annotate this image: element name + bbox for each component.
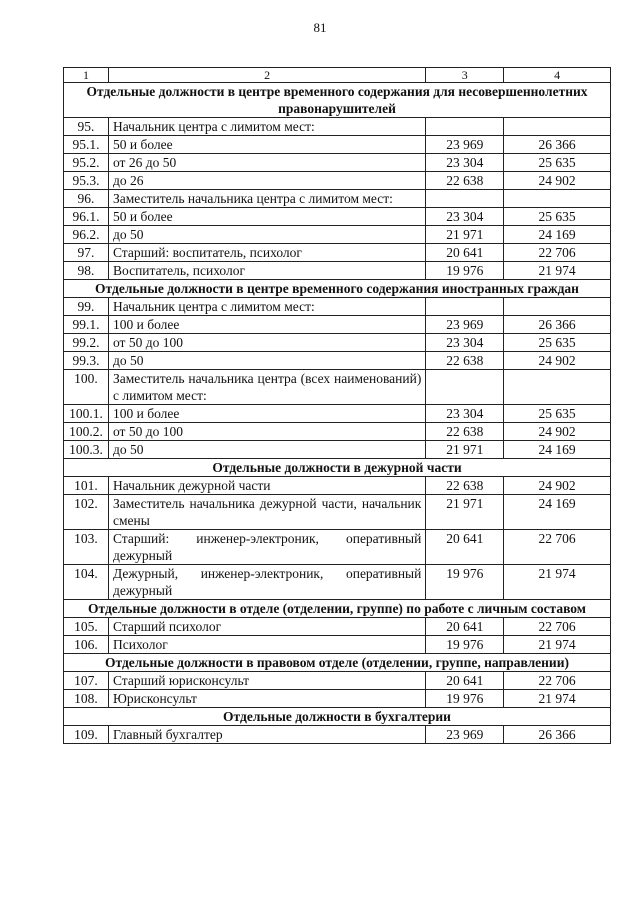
salary-min: 20 641 <box>426 530 504 565</box>
salary-min: 23 969 <box>426 726 504 744</box>
position-name: 100 и более <box>108 405 425 423</box>
row-number: 96.2. <box>64 226 109 244</box>
row-number: 95. <box>64 118 109 136</box>
salary-min: 19 976 <box>426 690 504 708</box>
position-name: Дежурный, инженер-электроник, оперативный дежурный <box>108 565 425 600</box>
salary-max: 22 706 <box>504 244 611 262</box>
salary-min: 19 976 <box>426 262 504 280</box>
salary-max: 24 902 <box>504 477 611 495</box>
table-row <box>64 226 611 244</box>
section-header-row <box>64 708 611 726</box>
position-name: Заместитель начальника центра (всех наименований) с лимитом мест: <box>108 370 425 405</box>
position-name: Старший: воспитатель, психолог <box>108 244 425 262</box>
row-number: 95.1. <box>64 136 109 154</box>
salary-min: 22 638 <box>426 352 504 370</box>
salary-min: 21 971 <box>426 226 504 244</box>
section-header-row <box>64 654 611 672</box>
table-row <box>64 262 611 280</box>
position-name: 50 и более <box>108 136 425 154</box>
salary-min: 23 304 <box>426 154 504 172</box>
salary-max: 24 169 <box>504 441 611 459</box>
table-row <box>64 672 611 690</box>
row-number: 96. <box>64 190 109 208</box>
row-number: 101. <box>64 477 109 495</box>
position-name: до 26 <box>108 172 425 190</box>
salary-max: 26 366 <box>504 136 611 154</box>
salary-max: 25 635 <box>504 334 611 352</box>
salary-max <box>504 298 611 316</box>
table-row <box>64 495 611 530</box>
salary-min: 22 638 <box>426 477 504 495</box>
table-row <box>64 441 611 459</box>
table-row <box>64 423 611 441</box>
row-number: 109. <box>64 726 109 744</box>
row-number: 98. <box>64 262 109 280</box>
salary-max: 21 974 <box>504 690 611 708</box>
position-name: Начальник центра с лимитом мест: <box>108 298 425 316</box>
salary-max: 26 366 <box>504 316 611 334</box>
table-row <box>64 477 611 495</box>
row-number: 99. <box>64 298 109 316</box>
table-row <box>64 190 611 208</box>
section-title: Отдельные должности в дежурной части <box>64 459 611 477</box>
section-title: Отдельные должности в отделе (отделении, группе) по работе с личным составом <box>64 600 611 618</box>
salary-max: 24 169 <box>504 495 611 530</box>
salary-min: 23 304 <box>426 405 504 423</box>
row-number: 96.1. <box>64 208 109 226</box>
position-name: Начальник дежурной части <box>108 477 425 495</box>
position-name: 50 и более <box>108 208 425 226</box>
salary-min <box>426 118 504 136</box>
salary-max: 21 974 <box>504 262 611 280</box>
salary-min: 23 304 <box>426 334 504 352</box>
salary-max: 22 706 <box>504 530 611 565</box>
column-number: 4 <box>504 68 611 83</box>
salary-min: 23 969 <box>426 136 504 154</box>
position-name: 100 и более <box>108 316 425 334</box>
table-row <box>64 726 611 744</box>
position-name: Заместитель начальника центра с лимитом мест: <box>108 190 425 208</box>
column-number: 1 <box>64 68 109 83</box>
table-row <box>64 565 611 600</box>
column-number-row <box>64 68 611 83</box>
position-name: Психолог <box>108 636 425 654</box>
section-header-row <box>64 459 611 477</box>
section-header-row <box>64 280 611 298</box>
section-title: Отдельные должности в центре временного содержания для несовершеннолетних правонарушителей <box>64 83 611 118</box>
salary-min: 20 641 <box>426 672 504 690</box>
table-row <box>64 244 611 262</box>
position-name: Старший: инженер-электроник, оперативный дежурный <box>108 530 425 565</box>
salary-min: 20 641 <box>426 244 504 262</box>
position-name: до 50 <box>108 441 425 459</box>
row-number: 95.2. <box>64 154 109 172</box>
position-name: Воспитатель, психолог <box>108 262 425 280</box>
row-number: 97. <box>64 244 109 262</box>
row-number: 95.3. <box>64 172 109 190</box>
salary-min <box>426 370 504 405</box>
salary-max: 21 974 <box>504 636 611 654</box>
table-row <box>64 118 611 136</box>
column-number: 2 <box>108 68 425 83</box>
section-header-row <box>64 83 611 118</box>
table-body <box>64 68 611 744</box>
column-number: 3 <box>426 68 504 83</box>
table-row <box>64 352 611 370</box>
table-row <box>64 530 611 565</box>
row-number: 100.1. <box>64 405 109 423</box>
salary-min: 21 971 <box>426 495 504 530</box>
salary-max: 21 974 <box>504 565 611 600</box>
salary-max: 24 169 <box>504 226 611 244</box>
table-row <box>64 690 611 708</box>
position-name: Начальник центра с лимитом мест: <box>108 118 425 136</box>
salary-max: 26 366 <box>504 726 611 744</box>
row-number: 100. <box>64 370 109 405</box>
salary-min: 22 638 <box>426 172 504 190</box>
page-number: 81 <box>313 20 327 35</box>
table-row <box>64 208 611 226</box>
position-name: Юрисконсульт <box>108 690 425 708</box>
position-name: от 50 до 100 <box>108 334 425 352</box>
row-number: 108. <box>64 690 109 708</box>
salary-max: 24 902 <box>504 423 611 441</box>
table-row <box>64 370 611 405</box>
salary-min: 19 976 <box>426 565 504 600</box>
table-row <box>64 154 611 172</box>
salary-max: 25 635 <box>504 208 611 226</box>
salary-max: 22 706 <box>504 672 611 690</box>
salary-max <box>504 370 611 405</box>
salary-min: 21 971 <box>426 441 504 459</box>
table-row <box>64 316 611 334</box>
position-name: Главный бухгалтер <box>108 726 425 744</box>
salary-max: 22 706 <box>504 618 611 636</box>
row-number: 99.1. <box>64 316 109 334</box>
position-name: Старший юрисконсульт <box>108 672 425 690</box>
position-name: до 50 <box>108 352 425 370</box>
table-row <box>64 298 611 316</box>
row-number: 100.2. <box>64 423 109 441</box>
row-number: 102. <box>64 495 109 530</box>
salary-min <box>426 298 504 316</box>
row-number: 99.2. <box>64 334 109 352</box>
salary-max <box>504 190 611 208</box>
section-title: Отдельные должности в бухгалтерии <box>64 708 611 726</box>
salary-min: 19 976 <box>426 636 504 654</box>
salary-max: 24 902 <box>504 172 611 190</box>
salary-min <box>426 190 504 208</box>
table-row <box>64 636 611 654</box>
salary-max: 24 902 <box>504 352 611 370</box>
salary-max <box>504 118 611 136</box>
table-row <box>64 334 611 352</box>
position-name: до 50 <box>108 226 425 244</box>
section-header-row <box>64 600 611 618</box>
salary-min: 23 969 <box>426 316 504 334</box>
position-name: от 50 до 100 <box>108 423 425 441</box>
salary-min: 23 304 <box>426 208 504 226</box>
table-row <box>64 172 611 190</box>
salary-max: 25 635 <box>504 154 611 172</box>
row-number: 100.3. <box>64 441 109 459</box>
salary-table <box>63 67 611 744</box>
position-name: Старший психолог <box>108 618 425 636</box>
salary-min: 22 638 <box>426 423 504 441</box>
section-title: Отдельные должности в центре временного содержания иностранных граждан <box>64 280 611 298</box>
section-title: Отдельные должности в правовом отделе (отделении, группе, направлении) <box>64 654 611 672</box>
table-row <box>64 618 611 636</box>
row-number: 105. <box>64 618 109 636</box>
row-number: 103. <box>64 530 109 565</box>
row-number: 107. <box>64 672 109 690</box>
salary-max: 25 635 <box>504 405 611 423</box>
row-number: 106. <box>64 636 109 654</box>
table-row <box>64 136 611 154</box>
table-row <box>64 405 611 423</box>
row-number: 104. <box>64 565 109 600</box>
salary-min: 20 641 <box>426 618 504 636</box>
position-name: Заместитель начальника дежурной части, начальник смены <box>108 495 425 530</box>
row-number: 99.3. <box>64 352 109 370</box>
position-name: от 26 до 50 <box>108 154 425 172</box>
